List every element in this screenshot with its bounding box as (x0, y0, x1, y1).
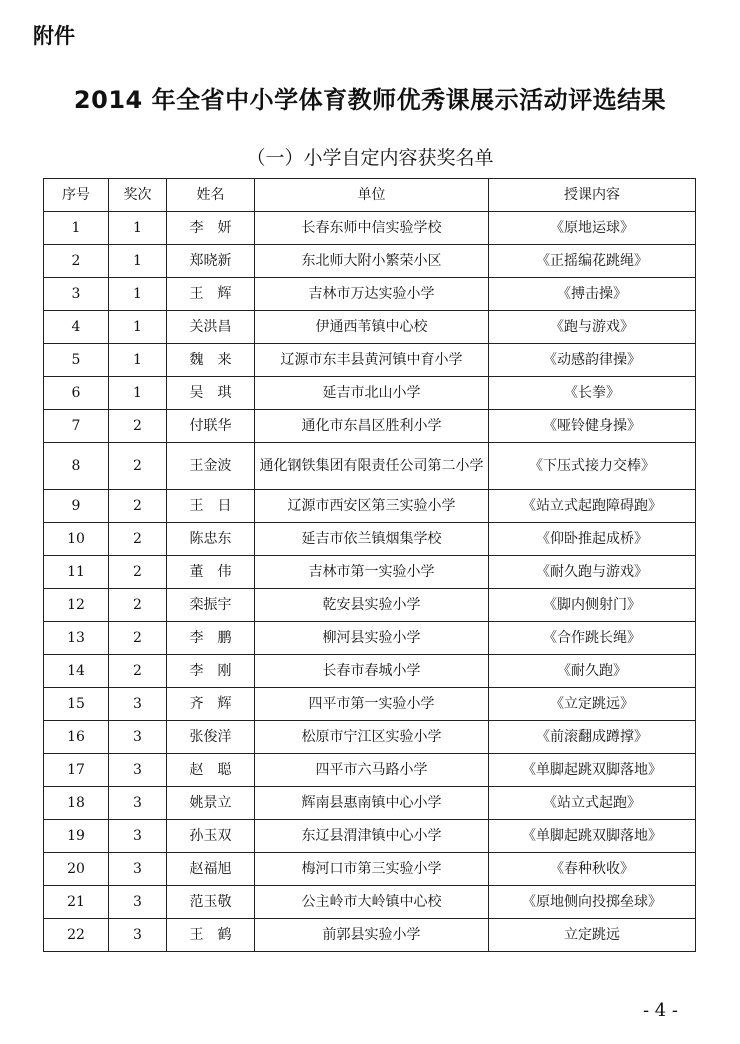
cell-name: 赵 聪 (167, 754, 255, 787)
cell-lesson: 《下压式接力交棒》 (489, 443, 696, 490)
cell-index: 16 (44, 721, 109, 754)
cell-lesson: 《单脚起跳双脚落地》 (489, 820, 696, 853)
cell-index: 14 (44, 655, 109, 688)
cell-award: 3 (109, 787, 167, 820)
cell-unit: 乾安县实验小学 (255, 589, 489, 622)
cell-lesson: 《动感韵律操》 (489, 344, 696, 377)
table-row (44, 622, 696, 655)
cell-unit: 辽源市东丰县黄河镇中育小学 (255, 344, 489, 377)
table-row (44, 410, 696, 443)
table-row (44, 523, 696, 556)
cell-unit: 辉南县惠南镇中心小学 (255, 787, 489, 820)
cell-name: 栾振宇 (167, 589, 255, 622)
cell-name: 吴 琪 (167, 377, 255, 410)
cell-unit: 公主岭市大岭镇中心校 (255, 886, 489, 919)
cell-index: 19 (44, 820, 109, 853)
cell-award: 1 (109, 344, 167, 377)
cell-lesson: 《脚内侧射门》 (489, 589, 696, 622)
cell-name: 王 日 (167, 490, 255, 523)
cell-unit: 柳河县实验小学 (255, 622, 489, 655)
table-row (44, 556, 696, 589)
cell-index: 2 (44, 245, 109, 278)
cell-award: 3 (109, 820, 167, 853)
table-row (44, 820, 696, 853)
header-unit: 单位 (255, 179, 489, 212)
table-row (44, 721, 696, 754)
cell-index: 7 (44, 410, 109, 443)
table-row (44, 919, 696, 952)
cell-lesson: 《春种秋收》 (489, 853, 696, 886)
cell-index: 11 (44, 556, 109, 589)
cell-name: 付联华 (167, 410, 255, 443)
cell-unit: 四平市第一实验小学 (255, 688, 489, 721)
cell-unit: 延吉市依兰镇烟集学校 (255, 523, 489, 556)
table-row (44, 754, 696, 787)
cell-lesson: 《长拳》 (489, 377, 696, 410)
cell-name: 王金波 (167, 443, 255, 490)
cell-index: 6 (44, 377, 109, 410)
cell-award: 1 (109, 278, 167, 311)
cell-lesson: 《原地侧向投掷垒球》 (489, 886, 696, 919)
cell-unit: 吉林市万达实验小学 (255, 278, 489, 311)
cell-name: 董 伟 (167, 556, 255, 589)
table-row (44, 490, 696, 523)
cell-award: 3 (109, 721, 167, 754)
cell-award: 2 (109, 523, 167, 556)
cell-name: 李 妍 (167, 212, 255, 245)
cell-lesson: 立定跳远 (489, 919, 696, 952)
section-subtitle: （一）小学自定内容获奖名单 (246, 147, 494, 169)
header-award: 奖次 (109, 179, 167, 212)
cell-name: 郑晓新 (167, 245, 255, 278)
cell-index: 4 (44, 311, 109, 344)
cell-unit: 四平市六马路小学 (255, 754, 489, 787)
cell-award: 2 (109, 622, 167, 655)
cell-lesson: 《跑与游戏》 (489, 311, 696, 344)
table-row (44, 589, 696, 622)
table-body (44, 212, 696, 952)
table-row (44, 886, 696, 919)
cell-lesson: 《仰卧推起成桥》 (489, 523, 696, 556)
cell-lesson: 《前滚翻成蹲撑》 (489, 721, 696, 754)
cell-name: 关洪昌 (167, 311, 255, 344)
cell-award: 1 (109, 311, 167, 344)
cell-name: 姚景立 (167, 787, 255, 820)
cell-award: 3 (109, 853, 167, 886)
cell-award: 1 (109, 212, 167, 245)
award-table (43, 178, 696, 952)
cell-unit: 辽源市西安区第三实验小学 (255, 490, 489, 523)
cell-name: 赵福旭 (167, 853, 255, 886)
cell-index: 18 (44, 787, 109, 820)
cell-lesson: 《耐久跑与游戏》 (489, 556, 696, 589)
cell-name: 王 鹤 (167, 919, 255, 952)
cell-award: 2 (109, 443, 167, 490)
table-row (44, 278, 696, 311)
table-row (44, 311, 696, 344)
table-row (44, 245, 696, 278)
cell-unit: 延吉市北山小学 (255, 377, 489, 410)
header-lesson: 授课内容 (489, 179, 696, 212)
cell-name: 孙玉双 (167, 820, 255, 853)
cell-unit: 东北师大附小繁荣小区 (255, 245, 489, 278)
cell-lesson: 《单脚起跳双脚落地》 (489, 754, 696, 787)
table-row (44, 212, 696, 245)
cell-index: 10 (44, 523, 109, 556)
cell-index: 8 (44, 443, 109, 490)
cell-unit: 松原市宁江区实验小学 (255, 721, 489, 754)
cell-name: 陈忠东 (167, 523, 255, 556)
cell-name: 范玉敬 (167, 886, 255, 919)
table-row (44, 443, 696, 490)
cell-award: 3 (109, 919, 167, 952)
cell-index: 13 (44, 622, 109, 655)
cell-lesson: 《立定跳远》 (489, 688, 696, 721)
cell-unit: 东辽县渭津镇中心小学 (255, 820, 489, 853)
cell-name: 齐 辉 (167, 688, 255, 721)
cell-index: 9 (44, 490, 109, 523)
cell-unit: 通化市东昌区胜利小学 (255, 410, 489, 443)
cell-unit: 梅河口市第三实验小学 (255, 853, 489, 886)
document-title: 2014 年全省中小学体育教师优秀课展示活动评选结果 (73, 86, 667, 114)
cell-index: 17 (44, 754, 109, 787)
cell-unit: 长春东师中信实验学校 (255, 212, 489, 245)
cell-lesson: 《站立式起跑》 (489, 787, 696, 820)
header-name: 姓名 (167, 179, 255, 212)
table-row (44, 688, 696, 721)
cell-award: 2 (109, 490, 167, 523)
cell-unit: 伊通西苇镇中心校 (255, 311, 489, 344)
cell-index: 3 (44, 278, 109, 311)
table-row (44, 853, 696, 886)
cell-unit: 通化钢铁集团有限责任公司第二小学 (255, 443, 489, 490)
cell-unit: 前郭县实验小学 (255, 919, 489, 952)
table-row (44, 787, 696, 820)
cell-name: 魏 来 (167, 344, 255, 377)
cell-name: 张俊洋 (167, 721, 255, 754)
cell-index: 12 (44, 589, 109, 622)
cell-name: 王 辉 (167, 278, 255, 311)
cell-index: 5 (44, 344, 109, 377)
cell-index: 15 (44, 688, 109, 721)
cell-lesson: 《搏击操》 (489, 278, 696, 311)
cell-lesson: 《耐久跑》 (489, 655, 696, 688)
cell-unit: 吉林市第一实验小学 (255, 556, 489, 589)
cell-name: 李 刚 (167, 655, 255, 688)
cell-award: 3 (109, 886, 167, 919)
cell-lesson: 《原地运球》 (489, 212, 696, 245)
cell-award: 2 (109, 556, 167, 589)
table-row (44, 655, 696, 688)
cell-award: 3 (109, 754, 167, 787)
cell-lesson: 《哑铃健身操》 (489, 410, 696, 443)
cell-award: 2 (109, 410, 167, 443)
header-index: 序号 (44, 179, 109, 212)
table-header-row (44, 179, 696, 212)
cell-lesson: 《站立式起跑障碍跑》 (489, 490, 696, 523)
cell-award: 2 (109, 655, 167, 688)
cell-award: 2 (109, 589, 167, 622)
cell-award: 1 (109, 377, 167, 410)
cell-lesson: 《正摇编花跳绳》 (489, 245, 696, 278)
cell-name: 李 鹏 (167, 622, 255, 655)
cell-lesson: 《合作跳长绳》 (489, 622, 696, 655)
attachment-label: 附件 (33, 24, 75, 48)
cell-index: 20 (44, 853, 109, 886)
cell-index: 21 (44, 886, 109, 919)
cell-index: 1 (44, 212, 109, 245)
page-number: - 4 - (642, 1000, 678, 1021)
cell-index: 22 (44, 919, 109, 952)
table-row (44, 377, 696, 410)
cell-award: 1 (109, 245, 167, 278)
table-row (44, 344, 696, 377)
cell-unit: 长春市春城小学 (255, 655, 489, 688)
cell-award: 3 (109, 688, 167, 721)
